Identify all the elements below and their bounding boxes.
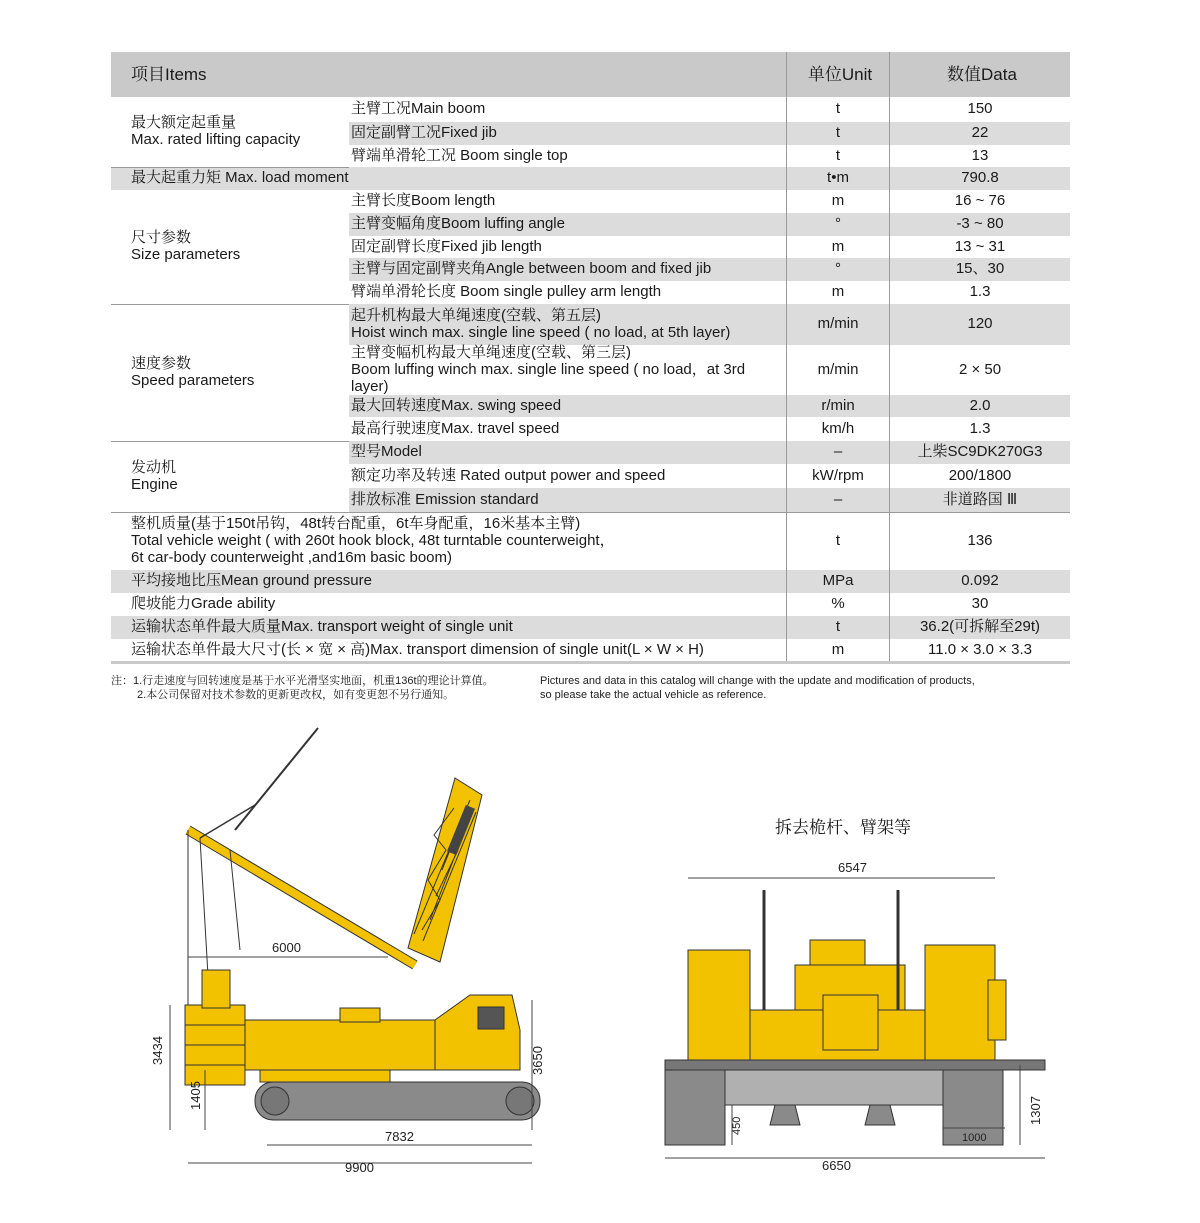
front-view-title: 拆去桅杆、臂架等 (775, 818, 911, 837)
unit-cell: r/min (787, 395, 890, 417)
unit-cell: t (787, 122, 890, 145)
spec-table (111, 52, 1070, 664)
item-label: 固定副臂工况Fixed jib (349, 122, 787, 145)
value-cell: 36.2(可拆解至29t) (890, 616, 1071, 639)
unit-cell: m (787, 190, 890, 213)
item-label: 臂端单滑轮长度 Boom single pulley arm length (349, 281, 787, 304)
value-cell: 1.3 (890, 281, 1071, 304)
value-cell: 30 (890, 593, 1071, 616)
item-label-en-2: 6t car-body counterweight ,and16m basic boom) (131, 549, 453, 567)
item-label: 最大起重力矩 Max. load moment (111, 167, 787, 190)
dim-3434: 3434 (150, 1036, 165, 1065)
category-cn: 尺寸参数 (131, 228, 192, 246)
unit-cell: t•m (787, 167, 890, 190)
item-label: 最高行驶速度Max. travel speed (349, 417, 787, 441)
item-label: 主臂工况Main boom (349, 97, 787, 122)
table-header (111, 52, 1070, 97)
table-row (111, 97, 1070, 122)
item-label: 最大回转速度Max. swing speed (349, 395, 787, 417)
unit-cell: m (787, 281, 890, 304)
item-label (111, 512, 787, 570)
item-label: 额定功率及转速 Rated output power and speed (349, 464, 787, 488)
table-row (111, 570, 1070, 593)
item-label: 运输状态单件最大尺寸(长 × 宽 × 高)Max. transport dimension of single unit(L × W × H) (111, 639, 787, 662)
unit-cell: – (787, 488, 890, 512)
counterweight (185, 970, 245, 1085)
unit-cell: m (787, 236, 890, 258)
crawler-track (255, 1070, 540, 1120)
unit-cell: km/h (787, 417, 890, 441)
table-row (111, 616, 1070, 639)
item-label: 固定副臂长度Fixed jib length (349, 236, 787, 258)
item-label: 爬坡能力Grade ability (111, 593, 787, 616)
unit-cell: t (787, 145, 890, 167)
dim-450: 450 (731, 1116, 743, 1135)
item-label-cn: 整机质量(基于150t吊钩，48t转台配重，6t车身配重，16米基本主臂) (131, 515, 581, 533)
value-cell: 200/1800 (890, 464, 1071, 488)
unit-cell: ° (787, 258, 890, 281)
value-cell: 2.0 (890, 395, 1071, 417)
category-speed (111, 304, 349, 441)
note-cn-line-2: 2.本公司保留对技术参数的更新更改权，如有变更恕不另行通知。 (137, 689, 455, 701)
value-cell: 150 (890, 97, 1071, 122)
upper-body (245, 995, 520, 1070)
crane-side-view-drawing (140, 720, 560, 1175)
item-label-en: Hoist winch max. single line speed ( no load, at 5th layer) (351, 323, 731, 341)
front-body (688, 890, 1006, 1060)
note-en-line-2: so please take the actual vehicle as reference. (540, 689, 767, 701)
unit-cell: m/min (787, 345, 890, 395)
value-cell: 非道路国 Ⅲ (890, 488, 1071, 512)
value-cell: -3 ~ 80 (890, 213, 1071, 236)
table-row (111, 512, 1070, 570)
dim-1405: 1405 (188, 1081, 203, 1110)
value-cell: 0.092 (890, 570, 1071, 593)
category-cn: 最大额定起重量 (131, 113, 237, 131)
table-row (111, 441, 1070, 464)
table-row (111, 190, 1070, 213)
notes-cn (111, 674, 494, 702)
item-label: 臂端单滑轮工况 Boom single top (349, 145, 787, 167)
notes-en (540, 674, 975, 702)
unit-cell: t (787, 616, 890, 639)
header-unit: 单位Unit (787, 52, 890, 97)
dim-7832: 7832 (385, 1129, 414, 1144)
item-label-en: Boom luffing winch max. single line speed ( no load，at 3rd layer) (351, 360, 746, 395)
note-cn-line-1: 注：1.行走速度与回转速度是基于水平光滑坚实地面，机重136t的理论计算值。 (111, 675, 494, 687)
unit-cell: % (787, 593, 890, 616)
value-cell: 11.0 × 3.0 × 3.3 (890, 639, 1071, 662)
dim-9900: 9900 (345, 1160, 374, 1175)
value-cell: 120 (890, 304, 1071, 345)
crane-front-view-drawing (650, 850, 1070, 1170)
boom (408, 778, 482, 962)
value-cell: 136 (890, 512, 1071, 570)
item-label: 主臂长度Boom length (349, 190, 787, 213)
table-row (111, 167, 1070, 190)
unit-cell: kW/rpm (787, 464, 890, 488)
mast (188, 728, 415, 1010)
header-items: 项目Items (111, 52, 787, 97)
value-cell: 1.3 (890, 417, 1071, 441)
category-engine (111, 441, 349, 512)
value-cell: 2 × 50 (890, 345, 1071, 395)
unit-cell: m (787, 639, 890, 662)
item-label: 平均接地比压Mean ground pressure (111, 570, 787, 593)
value-cell: 13 (890, 145, 1071, 167)
item-label: 主臂与固定副臂夹角Angle between boom and fixed jib (349, 258, 787, 281)
dim-6547: 6547 (838, 860, 867, 875)
table-row (111, 593, 1070, 616)
front-tracks (665, 1060, 1045, 1145)
value-cell: 790.8 (890, 167, 1071, 190)
item-label-cn: 起升机构最大单绳速度(空载、第五层) (351, 306, 601, 324)
category-lifting (111, 97, 349, 167)
value-cell: 13 ~ 31 (890, 236, 1071, 258)
category-en: Speed parameters (131, 371, 255, 389)
value-cell: 22 (890, 122, 1071, 145)
note-en-line-1: Pictures and data in this catalog will change with the update and modification of products, (540, 675, 975, 687)
item-label-en: Total vehicle weight ( with 260t hook block, 48t turntable counterweight， (131, 532, 615, 550)
dim-1307: 1307 (1028, 1096, 1043, 1125)
item-label (349, 345, 787, 395)
dim-6000: 6000 (272, 940, 301, 955)
dim-3650: 3650 (530, 1046, 545, 1075)
table-row (111, 639, 1070, 662)
value-cell: 16 ~ 76 (890, 190, 1071, 213)
header-data: 数值Data (890, 52, 1071, 97)
unit-cell: – (787, 441, 890, 464)
category-cn: 发动机 (131, 459, 177, 477)
unit-cell: ° (787, 213, 890, 236)
category-en: Size parameters (131, 245, 241, 263)
category-cn: 速度参数 (131, 354, 192, 372)
unit-cell: m/min (787, 304, 890, 345)
value-cell: 上柴SC9DK270G3 (890, 441, 1071, 464)
category-size (111, 190, 349, 304)
unit-cell: t (787, 512, 890, 570)
item-label: 运输状态单件最大质量Max. transport weight of single unit (111, 616, 787, 639)
item-label: 排放标准 Emission standard (349, 488, 787, 512)
dim-6650: 6650 (822, 1158, 851, 1170)
item-label (349, 304, 787, 345)
item-label: 型号Model (349, 441, 787, 464)
category-en: Engine (131, 475, 178, 493)
table-row (111, 304, 1070, 345)
item-label-cn: 主臂变幅机构最大单绳速度(空载、第三层) (351, 344, 631, 361)
item-label: 主臂变幅角度Boom luffing angle (349, 213, 787, 236)
unit-cell: MPa (787, 570, 890, 593)
dim-1000: 1000 (962, 1132, 987, 1144)
value-cell: 15、30 (890, 258, 1071, 281)
unit-cell: t (787, 97, 890, 122)
category-en: Max. rated lifting capacity (131, 130, 301, 148)
